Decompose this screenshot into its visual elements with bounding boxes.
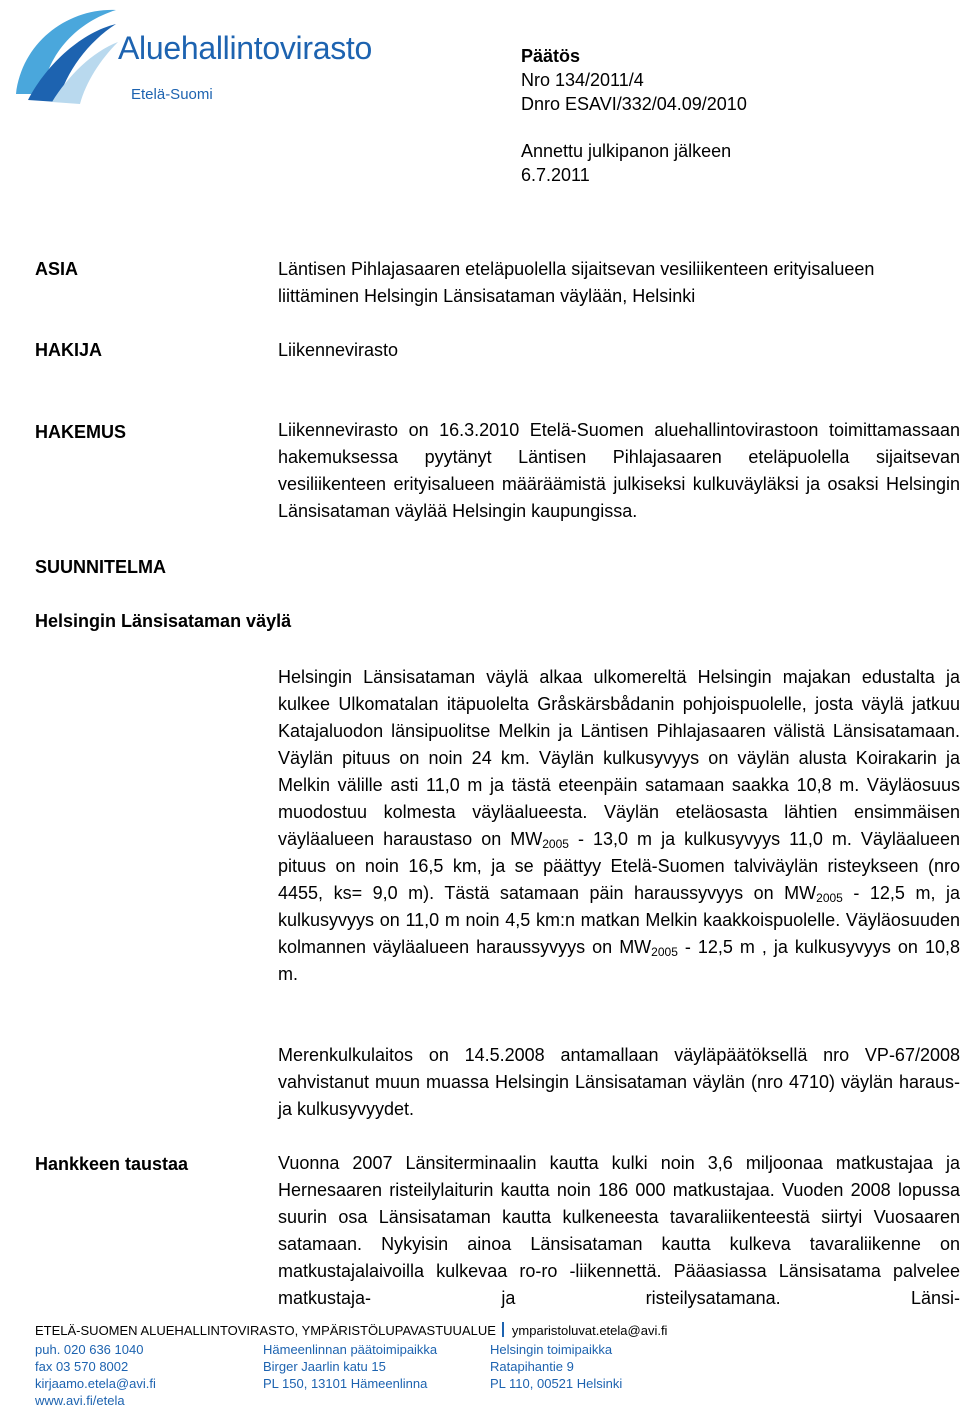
footer-separator — [502, 1322, 504, 1337]
footer-hki-pobox: PL 110, 00521 Helsinki — [490, 1376, 623, 1391]
decision-dnro: Dnro ESAVI/332/04.09/2010 — [521, 94, 747, 114]
footer-hki-street: Ratapihantie 9 — [490, 1359, 574, 1374]
footer-org: ETELÄ-SUOMEN ALUEHALLINTOVIRASTO, YMPÄRISTÖLUPAVASTUUALUE — [35, 1323, 496, 1338]
footer-hameenlinna-column — [263, 1341, 437, 1392]
section-label-hanke: Hankkeen taustaa — [35, 1154, 189, 1174]
footer-hml-street: Birger Jaarlin katu 15 — [263, 1359, 386, 1374]
section-label-asia: ASIA — [35, 259, 79, 279]
lansisatama-paragraph-2: Merenkulkulaitos on 14.5.2008 antamallaan väyläpäätöksellä nro VP-67/2008 vahvistanut muun muassa Helsingin Länsisataman väylän (nro 4710) väylän haraus- ja kulkusyvyydet. — [278, 1045, 960, 1119]
lansisatama-paragraph-1 — [278, 664, 960, 988]
footer-email[interactable]: ymparistoluvat.etela@avi.fi — [511, 1323, 668, 1338]
hanke-paragraph: Vuonna 2007 Länsiterminaalin kautta kulki noin 3,6 miljoonaa matkustajaa ja Hernesaaren risteilylaiturin kautta noin 186 000 matkustajaa. Vuoden 2008 lopussa suurin osa Länsisataman kautta kulkeneesta tavaraliikenteestä siirtyi Vuosaaren satamaan. Nykyisin ainoa Länsisataman kautta kulkeva tavaraliikenne on matkustajalaivoilla kulkevaa ro-ro -liikennettä. Pääasiassa Länsisatama palvelee matkustaja- ja risteilysatamana. Länsi- — [278, 1153, 960, 1308]
p1-subscript-1: 2005 — [542, 837, 569, 851]
section-label-suunnitelma: SUUNNITELMA — [35, 557, 166, 577]
section-label-hakemus: HAKEMUS — [35, 422, 127, 442]
footer-hki-title: Helsingin toimipaikka — [490, 1342, 613, 1357]
asia-text: Läntisen Pihlajasaaren eteläpuolella sijaitsevan vesiliikenteen erityisalueen liittäminen Helsingin Länsisataman väylään, Helsinki — [278, 259, 875, 306]
footer-hml-pobox: PL 150, 13101 Hämeenlinna — [263, 1376, 428, 1391]
footer-registry-email[interactable]: kirjaamo.etela@avi.fi — [35, 1376, 156, 1391]
footer-contact-column — [35, 1341, 156, 1409]
hakija-text: Liikennevirasto — [278, 340, 399, 360]
hakemus-text: Liikennevirasto on 16.3.2010 Etelä-Suomen aluehallintovirastoon toimittamassaan hakemuksessa pyytänyt Läntisen Pihlajasaaren eteläpuolella sijaitsevan vesiliikenteen erityisalueen määräämistä julkiseksi kulkuväyläksi ja osaksi Helsingin Länsisataman väylää Helsingin kaupungissa. — [278, 420, 960, 521]
p1-subscript-3: 2005 — [651, 945, 678, 959]
section-label-hakija: HAKIJA — [35, 340, 103, 360]
footer-website-link[interactable]: www.avi.fi/etela — [35, 1393, 125, 1408]
footer-helsinki-column — [490, 1341, 622, 1392]
p1-part-d: - 12,5 m , ja kulkusyvyys on 10,8 m. — [278, 937, 960, 984]
footer-org-line — [35, 1322, 960, 1339]
p1-part-c: - 12,5 m, ja kulkusyvyys on 11,0 m noin 4,5 km:n matkan Melkin kaakkoispuolelle. Väyläosuuden kolmannen väyläalueen haraussyvyys on MW — [278, 883, 960, 957]
logo-name: Aluehallintovirasto — [118, 30, 373, 66]
decision-title: Päätös — [521, 46, 581, 66]
section-label-lansisatama: Helsingin Länsisataman väylä — [35, 611, 292, 631]
footer-fax: fax 03 570 8002 — [35, 1359, 129, 1374]
footer-hml-title: Hämeenlinnan päätoimipaikka — [263, 1342, 438, 1357]
decision-given-label: Annettu julkipanon jälkeen — [521, 141, 732, 161]
logo-region: Etelä-Suomi — [131, 86, 213, 103]
p1-part-a: Helsingin Länsisataman väylä alkaa ulkomereltä Helsingin majakan edustalta ja kulkee Ulkomatalan itäpuolelta Gråskärsbådanin pohjoispuolelle, josta väylä jatkuu Katajaluodon länsipuolitse Melkin ja Läntisen Pihlajasaaren välistä Länsisatamaan. Väylän pituus on noin 24 km. Väylän kulkusyvyys on väylän alusta Koirakarin ja Melkin välille asti 11,0 m ja tästä eteenpäin satamaan saakka 10,8 m. Väyläosuus muodostuu kolmesta väyläalueesta. Väylän eteläosasta lähtien ensimmäisen väyläalueen haraustaso on MW — [278, 667, 960, 849]
decision-number: Nro 134/2011/4 — [521, 70, 644, 90]
p1-part-b: - 13,0 m ja kulkusyvyys 11,0 m. Väyläalueen pituus on noin 16,5 km, ja se päättyy Etelä-Suomen talviväylän risteykseen (nro 4455, ks= 9,0 m). Tästä satamaan päin haraussyvyys on MW — [278, 829, 960, 903]
decision-given-date: 6.7.2011 — [521, 165, 590, 185]
p1-subscript-2: 2005 — [816, 891, 843, 905]
page-footer — [35, 1322, 960, 1408]
footer-phone: puh. 020 636 1040 — [35, 1342, 144, 1357]
